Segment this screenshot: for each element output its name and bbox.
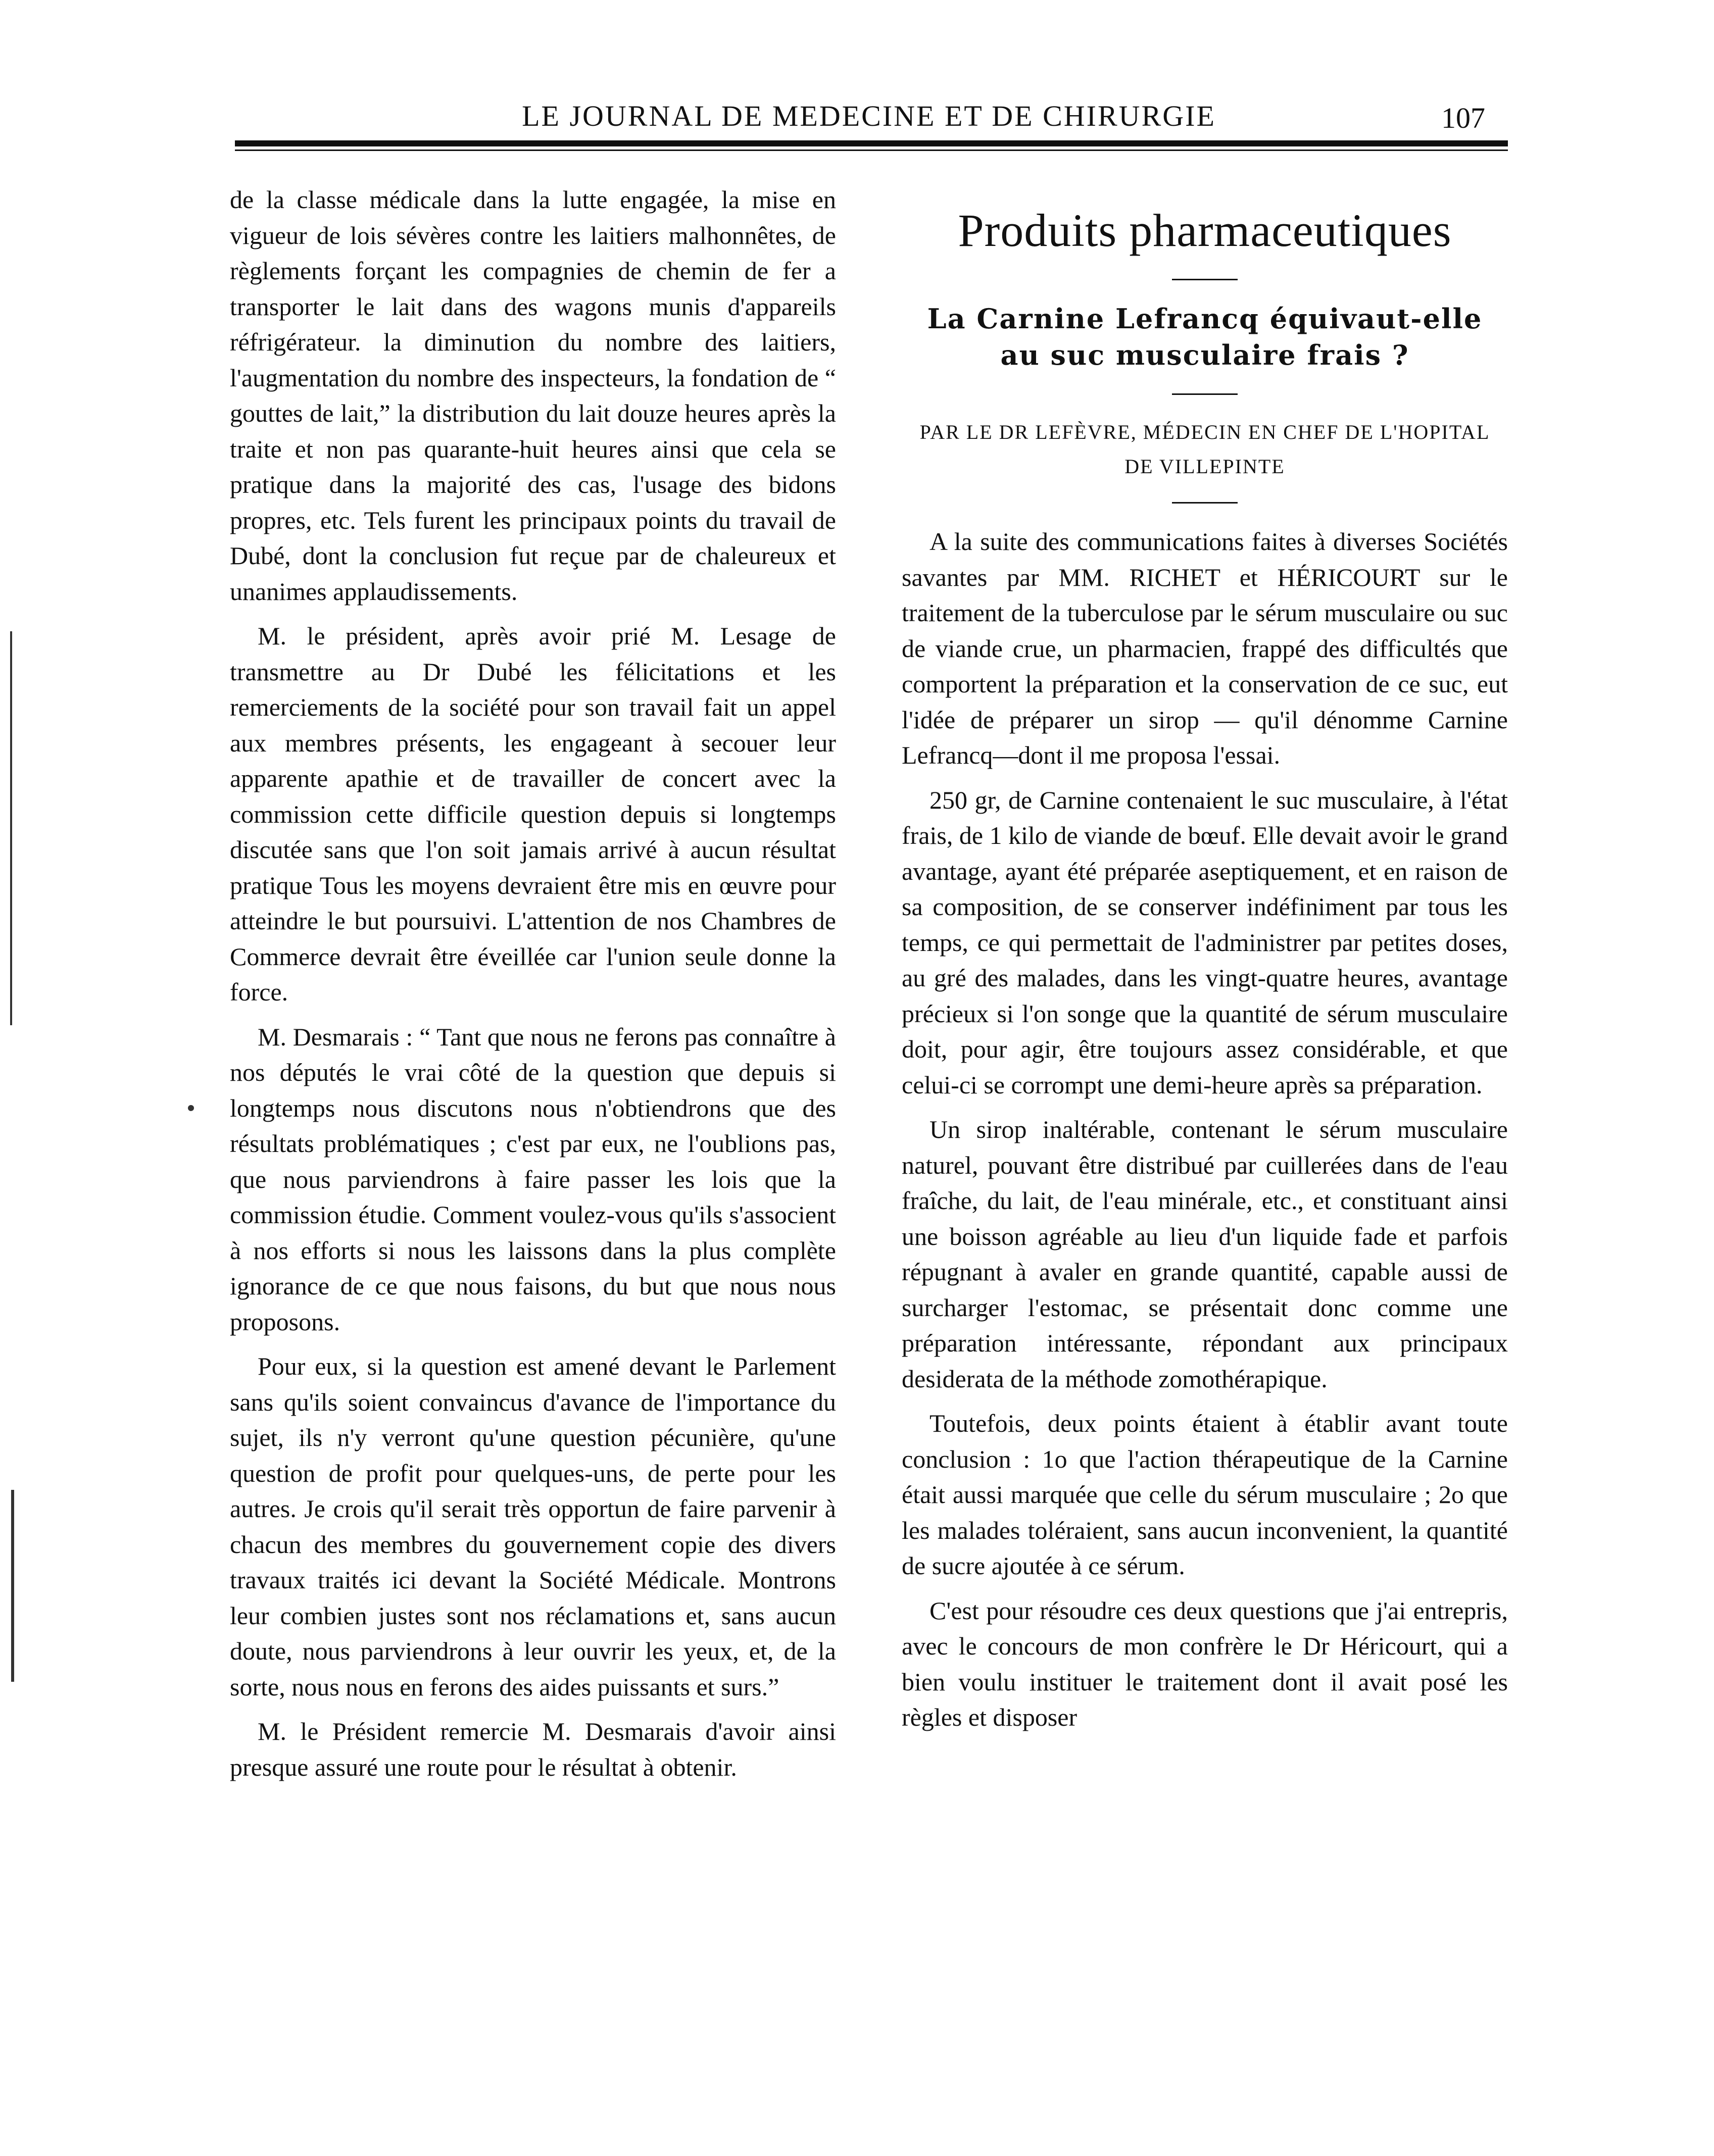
left-paragraph-1: de la classe médicale dans la lutte engagée, la mise en vigueur de lois sévères contre les laitiers malhonnêtes, de règlements forçant les compagnies de chemin de fer a transporter le lait dans des wagons munis d'appareils réfrigérateur. la diminution du nombre des laitiers, l'augmentation du nombre des inspecteurs, la fondation de “ gouttes de lait,” la distribution du lait douze heures après la traite et non pas quarante-huit heures ainsi que cela se pratique dans la majorité des cas, l'usage des bidons propres, etc. Tels furent les principaux points du travail de Dubé, dont la conclusion fut reçue par de chaleureux et unanimes applaudissements. bbox=[230, 185, 836, 606]
byline: PAR LE DR LEFÈVRE, MÉDECIN EN CHEF DE L'HOPITAL DE VILLEPINTE bbox=[919, 421, 1490, 478]
page-number: 107 bbox=[1441, 102, 1485, 134]
right-column bbox=[902, 182, 1508, 1744]
right-paragraph-2: 250 gr, de Carnine contenaient le suc musculaire, à l'état frais, de 1 kilo de viande de bœuf. Elle devait avoir le grand avantage, ayant été préparée aseptiquement, et en raison de sa composition, de se conserver indéfiniment par tous les temps, ce qui permettait de l'administrer par petites doses, au gré des malades, dans les vingt-quatre heures, avantage précieux si l'on songe que la quantité de sérum musculaire doit, pour agir, être toujours assez considérable, et que celui-ci se corrompt une demi-heure après sa préparation. bbox=[902, 785, 1508, 1099]
header-rule-thin bbox=[235, 149, 1508, 151]
header-rule-thick bbox=[235, 140, 1508, 146]
right-paragraph-3: Un sirop inaltérable, contenant le sérum musculaire naturel, pouvant être distribué par cuillerées dans de l'eau fraîche, du lait, de l'eau minérale, etc., et constituant ainsi une boisson agréable au lieu d'un liquide fade et parfois répugnant à avaler en grande quantité, capable aussi de surcharger l'estomac, se présentait donc comme une préparation intéressante, répondant aux principaux desiderata de la méthode zomothérapique. bbox=[902, 1115, 1508, 1393]
scan-speck bbox=[188, 1105, 194, 1111]
left-paragraph-5: M. le Président remercie M. Desmarais d'avoir ainsi presque assuré une route pour le résultat à obtenir. bbox=[230, 1717, 836, 1781]
right-paragraph-4: Toutefois, deux points étaient à établir avant toute conclusion : 1o que l'action thérapeutique de la Carnine était aussi marquée que celle du sérum musculaire ; 2o que les malades toléraient, sans aucun inconvenient, la quantité de sucre ajoutée à ce sérum. bbox=[902, 1409, 1508, 1580]
right-paragraph-5: C'est pour résoudre ces deux questions que j'ai entrepris, avec le concours de mon confrère le Dr Héricourt, qui a bien voulu instituer le traitement dont il avait posé les règles et disposer bbox=[902, 1596, 1508, 1731]
left-paragraph-4: Pour eux, si la question est amené devant le Parlement sans qu'ils soient convaincus d'avance de l'importance du sujet, ils n'y verront qu'une question pécunière, qu'une question de profit pour quelques-uns, de perte pour les autres. Je crois qu'il serait très opportun de faire parvenir à chacun des membres du gouvernement copie des divers travaux traités ici devant la Société Médicale. Montrons leur combien justes sont nos réclamations et, sans aucun doute, nous parviendrons à leur ouvrir les yeux, et, de la sorte, nous nous en ferons des aides puissants et surs.” bbox=[230, 1352, 836, 1701]
running-title: LE JOURNAL DE MEDECINE ET DE CHIRURGIE bbox=[522, 99, 1216, 132]
scan-edge-mark bbox=[10, 631, 12, 1025]
article-title: La Carnine Lefrancq équivaut-elle au suc musculaire frais ? bbox=[927, 303, 1483, 371]
section-title: Produits pharmaceutiques bbox=[958, 205, 1452, 256]
left-paragraph-2: M. le président, après avoir prié M. Lesage de transmettre au Dr Dubé les félicitations et les remerciements de la société pour son travail fait un appel aux membres présents, les engageant à secouer leur apparente apathie et de travailler de concert avec la commission cette difficile question depuis si longtemps discutée sans que l'on soit jamais arrivé à aucun résultat pratique Tous les moyens devraient être mis en œuvre pour atteindre le but poursuivi. L'attention de nos Chambres de Commerce devrait être éveillée car l'union seule donne la force. bbox=[230, 622, 836, 1006]
right-paragraph-1: A la suite des communications faites à diverses Sociétés savantes par MM. RICHET et HÉRICOURT sur le traitement de la tuberculose par le sérum musculaire ou suc de viande crue, un pharmacien, frappé des difficultés que comportent la préparation et la conservation de ce suc, eut l'idée de préparer un sirop — qu'il dénomme Carnine Lefrancq—dont il me proposa l'essai. bbox=[902, 527, 1508, 769]
scan-edge-mark bbox=[11, 1490, 14, 1682]
left-column bbox=[230, 182, 836, 1794]
title-divider bbox=[1172, 279, 1238, 280]
byline-divider bbox=[1172, 502, 1238, 504]
article-title-divider bbox=[1172, 393, 1238, 395]
left-paragraph-3: M. Desmarais : “ Tant que nous ne ferons pas connaître à nos députés le vrai côté de la question que depuis si longtemps nous discutons nous n'obtiendrons que des résultats problématiques ; c'est par eux, ne l'oublions pas, que nous parviendrons à faire passer les lois que la commission étudie. Comment voulez-vous qu'ils s'associent à nos efforts si nous les laissons dans la plus complète ignorance de ce que nous faisons, du but que nous nous proposons. bbox=[230, 1022, 836, 1336]
